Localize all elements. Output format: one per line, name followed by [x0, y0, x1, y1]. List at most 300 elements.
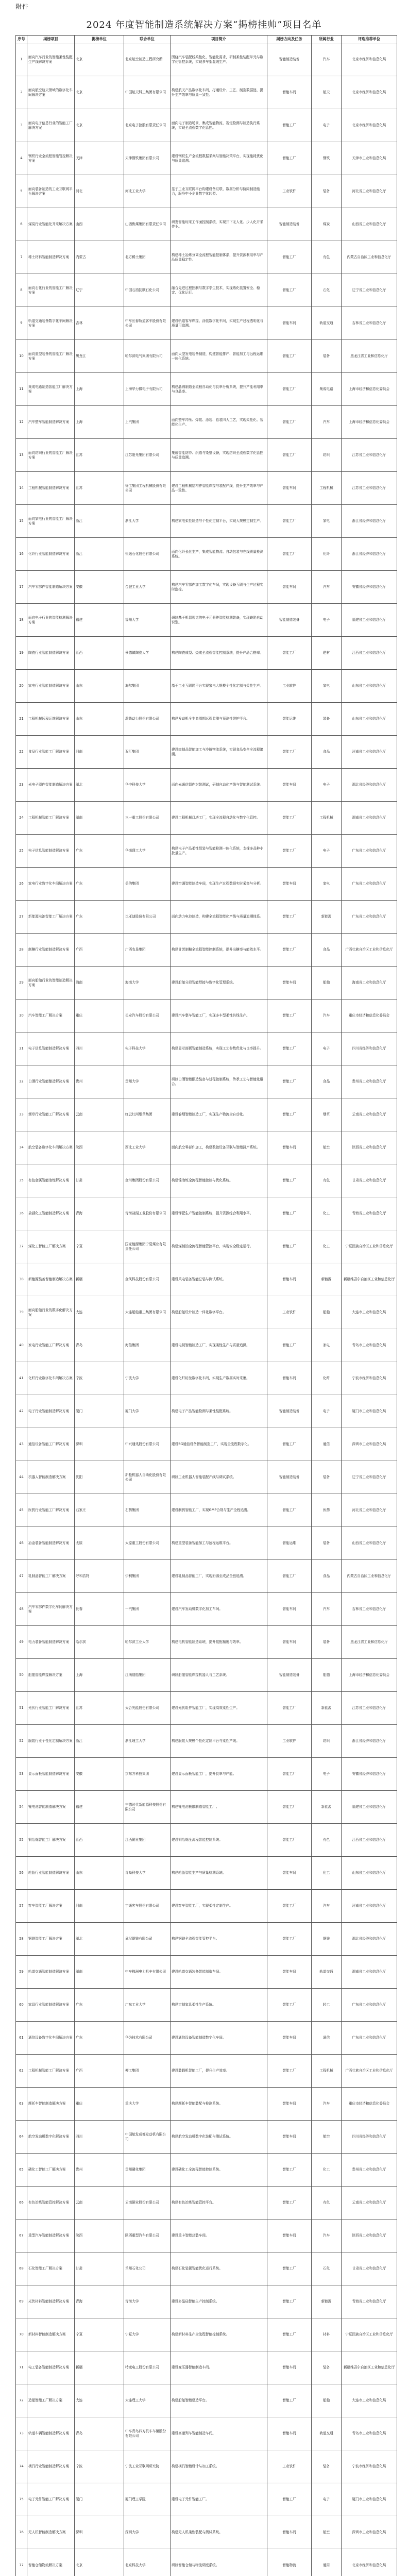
cell-project: 光伏材料智能制造解决方案 — [27, 2285, 75, 2318]
cell-index: 6 — [16, 208, 27, 241]
cell-unit: 广东 — [75, 2022, 124, 2055]
cell-project: 工程机械智能制造解决方案 — [27, 472, 75, 505]
cell-industry: 船舶 — [312, 967, 342, 999]
table-row — [16, 1329, 397, 1362]
cell-description: 面向化纤长丝生产，集成智能物流、自动包装与在线质量检测系统。 — [171, 538, 267, 571]
cell-task: 智能车间 — [267, 1362, 312, 1395]
cell-unit: 天津 — [75, 142, 124, 175]
cell-unit: 宁波 — [75, 1362, 124, 1395]
cell-task: 智能工厂 — [267, 1164, 312, 1197]
cell-task: 智能车间 — [267, 868, 312, 901]
cell-description: 建设5G通信设备智能制造工厂，实现全流程数字化。 — [171, 1428, 267, 1461]
table-row — [16, 2384, 397, 2417]
cell-unit: 北京 — [75, 109, 124, 142]
cell-project: 通信设备智能工厂解决方案 — [27, 1428, 75, 1461]
table-row — [16, 2088, 397, 2121]
cell-project: 面向船舶行业的数字化解决方案 — [27, 1296, 75, 1329]
cell-task: 智能工厂 — [267, 736, 312, 769]
cell-unit: 内蒙古 — [75, 241, 124, 274]
cell-project: 医药行业智能工厂解决方案 — [27, 1494, 75, 1527]
cell-unit: 青海 — [75, 2285, 124, 2318]
cell-task: 智能制造装备 — [267, 208, 312, 241]
cell-project: 面向汽车行业的智能柔性装配生产线解决方案 — [27, 43, 75, 76]
cell-unit: 江西 — [75, 637, 124, 670]
cell-industry: 有色 — [312, 241, 342, 274]
cell-description: 建设乳制品智能工厂，实现奶源至成品全链追溯。 — [171, 1560, 267, 1593]
cell-recommender: 湖北省经济和信息化厅 — [342, 769, 397, 802]
cell-task: 智能工厂 — [267, 2055, 312, 2088]
column-header-project: 揭榜项目 — [27, 36, 75, 43]
cell-unit: 安徽 — [75, 1758, 124, 1791]
cell-task: 工业软件 — [267, 670, 312, 703]
cell-industry: 装备 — [312, 1626, 342, 1659]
cell-description: 建设显示面板智能工厂，提升良率与产能。 — [171, 1758, 267, 1791]
cell-index: 28 — [16, 934, 27, 967]
table-row — [16, 571, 397, 604]
cell-partner: 红云红河烟草集团 — [124, 1098, 171, 1131]
cell-project: 摩托车智能制造解决方案 — [27, 2088, 75, 2121]
cell-industry: 石化 — [312, 274, 342, 307]
cell-recommender: 宁夏回族自治区工业和信息化厅 — [342, 2318, 397, 2351]
cell-task: 智能车间 — [267, 2088, 312, 2121]
cell-recommender: 内蒙古自治区工业和信息化厅 — [342, 241, 397, 274]
cell-index: 51 — [16, 1692, 27, 1725]
cell-task: 工业软件 — [267, 1725, 312, 1758]
cell-index: 59 — [16, 1956, 27, 1989]
cell-project: 稀土材料智能制造解决方案 — [27, 241, 75, 274]
cell-recommender: 江苏省工业和信息化厅 — [342, 439, 397, 472]
cell-index: 30 — [16, 999, 27, 1032]
cell-index: 53 — [16, 1758, 27, 1791]
cell-index: 8 — [16, 274, 27, 307]
cell-recommender: 黑龙江省工业和信息化厅 — [342, 1626, 397, 1659]
cell-recommender: 吉林省工业和信息化厅 — [342, 307, 397, 340]
cell-unit: 黑龙江 — [75, 340, 124, 373]
cell-partner: 广东工业大学 — [124, 1989, 171, 2022]
column-header-unit: 揭榜单位 — [75, 36, 124, 43]
cell-project: 煤炭行业智能化开采解决方案 — [27, 208, 75, 241]
cell-description: 构建显示面板智能制造系统，实现工艺参数优化与良率提升。 — [171, 1032, 267, 1065]
cell-project: 显示面板智能制造解决方案 — [27, 1758, 75, 1791]
cell-task: 智能工厂 — [267, 1197, 312, 1230]
cell-unit: 广西 — [75, 2055, 124, 2088]
cell-industry: 通信 — [312, 2022, 342, 2055]
cell-industry: 汽车 — [312, 406, 342, 439]
cell-industry: 新能源 — [312, 1791, 342, 1824]
table-row — [16, 2285, 397, 2318]
cell-partner: 海南大学 — [124, 967, 171, 999]
cell-industry: 烟草 — [312, 1098, 342, 1131]
cell-recommender: 山西省工业和信息化厅 — [342, 208, 397, 241]
cell-index: 34 — [16, 1131, 27, 1164]
cell-industry: 航空 — [312, 1131, 342, 1164]
cell-project: 家电行业智能制造解决方案 — [27, 670, 75, 703]
cell-index: 26 — [16, 868, 27, 901]
cell-project: 盐湖化工智能制造解决方案 — [27, 1197, 75, 1230]
cell-industry: 通用 — [312, 2549, 342, 2576]
cell-project: 航空装备数字化车间解决方案 — [27, 1131, 75, 1164]
cell-description: 构建汽车零部件加工数字化车间，实现设备互联与生产过程实时监控。 — [171, 571, 267, 604]
cell-description: 集成智能纺纱、织造与染整设备，实现纺织全流程数字化管控与质量追溯。 — [171, 439, 267, 472]
cell-description: 研制基于机器视觉的电子元器件智能检测装备，实现缺陷自动识别。 — [171, 604, 267, 637]
cell-unit: 山东 — [75, 1857, 124, 1890]
cell-index: 63 — [16, 2088, 27, 2121]
table-row — [16, 1032, 397, 1065]
cell-index: 3 — [16, 109, 27, 142]
cell-industry: 电子 — [312, 1032, 342, 1065]
cell-project: 电力装备智能制造解决方案 — [27, 1626, 75, 1659]
cell-project: 工程机械远程运维解决方案 — [27, 703, 75, 736]
cell-recommender: 广东省工业和信息化厅 — [342, 901, 397, 934]
column-header-partner: 联合单位 — [124, 36, 171, 43]
cell-partner: 中车长春轨道客车股份有限公司 — [124, 307, 171, 340]
cell-recommender: 厦门市工业和信息化局 — [342, 1395, 397, 1428]
cell-industry: 材料 — [312, 2318, 342, 2351]
cell-project: 制糖行业智能制造解决方案 — [27, 934, 75, 967]
cell-index: 46 — [16, 1527, 27, 1560]
cell-partner: 三一重工股份有限公司 — [124, 802, 171, 835]
cell-index: 70 — [16, 2318, 27, 2351]
table-header-row — [16, 36, 397, 43]
cell-task: 智能工厂 — [267, 340, 312, 373]
cell-industry: 工程机械 — [312, 802, 342, 835]
cell-project: 化纤行业数字化车间解决方案 — [27, 1362, 75, 1395]
cell-recommender: 宁夏回族自治区工业和信息化厅 — [342, 1230, 397, 1263]
cell-unit: 深圳 — [75, 2516, 124, 2549]
cell-description: 建设电视智能制造工厂，实现柔性生产与质量追溯。 — [171, 1329, 267, 1362]
cell-index: 24 — [16, 802, 27, 835]
table-row — [16, 307, 397, 340]
table-row — [16, 1461, 397, 1494]
table-row — [16, 1296, 397, 1329]
cell-project: 面向家电行业的智能工厂解决方案 — [27, 505, 75, 538]
cell-index: 73 — [16, 2417, 27, 2450]
cell-unit: 厦门 — [75, 1395, 124, 1428]
cell-unit: 河南 — [75, 736, 124, 769]
cell-unit: 吉林 — [75, 307, 124, 340]
cell-partner: 福州大学 — [124, 604, 171, 637]
cell-partner: 中国航发成都发动机有限公司 — [124, 2121, 171, 2154]
cell-task: 智能车间 — [267, 1593, 312, 1626]
cell-recommender: 厦门市工业和信息化局 — [342, 2483, 397, 2516]
cell-industry: 化工 — [312, 1857, 342, 1890]
cell-recommender: 湖南省工业和信息化厅 — [342, 1956, 397, 1989]
cell-task: 智能工厂 — [267, 1098, 312, 1131]
cell-task: 智能工厂 — [267, 2483, 312, 2516]
cell-project: 轨道交通装备数字化车间解决方案 — [27, 307, 75, 340]
cell-description: 建设汽车发动机数字化加工车间。 — [171, 1593, 267, 1626]
cell-project: 面向装备制造的工业互联网平台解决方案 — [27, 175, 75, 208]
cell-task: 智能车间 — [267, 967, 312, 999]
cell-partner: 浙江理工大学 — [124, 1725, 171, 1758]
cell-project: 光电子器件智能制造解决方案 — [27, 769, 75, 802]
cell-index: 20 — [16, 670, 27, 703]
table-row — [16, 439, 397, 472]
cell-task: 智能车间 — [267, 769, 312, 802]
cell-project: 智能仓储物流解决方案 — [27, 2549, 75, 2576]
cell-project: 新能源装备智能制造解决方案 — [27, 1263, 75, 1296]
cell-partner: 上海华力微电子有限公司 — [124, 373, 171, 406]
table-row — [16, 2055, 397, 2088]
cell-unit: 山东 — [75, 703, 124, 736]
cell-partner: 江西铜业集团 — [124, 1824, 171, 1857]
cell-recommender: 上海市经济和信息化委员会 — [342, 1659, 397, 1692]
cell-industry: 化工 — [312, 2154, 342, 2187]
cell-task: 智能工厂 — [267, 2187, 312, 2219]
cell-recommender: 湖北省经济和信息化厅 — [342, 1923, 397, 1956]
cell-recommender: 福建省工业和信息化厅 — [342, 1791, 397, 1824]
cell-industry: 化纤 — [312, 538, 342, 571]
cell-description: 面向动力电池制造，构建全流程智能化产线与质量追溯体系。 — [171, 901, 267, 934]
table-row — [16, 2187, 397, 2219]
cell-index: 39 — [16, 1296, 27, 1329]
cell-description: 建设轨道交通装备智能制造车间。 — [171, 1956, 267, 1989]
cell-partner: 金风科技股份有限公司 — [124, 1263, 171, 1296]
cell-index: 11 — [16, 373, 27, 406]
table-row — [16, 1362, 397, 1395]
cell-industry: 装备 — [312, 175, 342, 208]
cell-project: 造船智能工厂解决方案 — [27, 2384, 75, 2417]
cell-partner: 恒逸石化股份有限公司 — [124, 538, 171, 571]
cell-recommender: 四川省经济和信息化厅 — [342, 2121, 397, 2154]
cell-project: 光伏行业智能工厂解决方案 — [27, 1692, 75, 1725]
cell-project: 面向电子行业的智能检测解决方案 — [27, 604, 75, 637]
cell-partner: 大连船舶重工集团有限公司 — [124, 1296, 171, 1329]
cell-partner: 潍柴动力股份有限公司 — [124, 703, 171, 736]
cell-task: 智能工厂 — [267, 2154, 312, 2187]
cell-description: 建设空调智能制造车间，实现生产过程数据实时采集与分析。 — [171, 868, 267, 901]
cell-task: 智能工厂 — [267, 1890, 312, 1923]
table-row — [16, 1989, 397, 2022]
cell-partner: 厦门大学 — [124, 1395, 171, 1428]
cell-index: 31 — [16, 1032, 27, 1065]
cell-unit: 贵州 — [75, 1065, 124, 1098]
cell-partner: 比亚迪股份有限公司 — [124, 901, 171, 934]
cell-description: 构建航空发动机数字化装配与测试系统。 — [171, 2121, 267, 2154]
cell-index: 48 — [16, 1593, 27, 1626]
document-title: 2024 年度智能制造系统解决方案“揭榜挂帅”项目名单 — [86, 20, 322, 30]
cell-description: 构建稀土冶炼分离全流程智能控制体系，提升资源利用率与产品质量稳定性。 — [171, 241, 267, 274]
cell-description: 研制白酒智能酿造装备与过程控制系统，传承工艺与智能化融合。 — [171, 1065, 267, 1098]
cell-index: 35 — [16, 1164, 27, 1197]
cell-project: 有色金属智能冶炼解决方案 — [27, 1164, 75, 1197]
cell-unit: 四川 — [75, 1032, 124, 1065]
cell-index: 72 — [16, 2384, 27, 2417]
cell-industry: 有色 — [312, 2187, 342, 2219]
cell-unit: 湖北 — [75, 769, 124, 802]
cell-project: 电子信息智能制造解决方案 — [27, 835, 75, 868]
cell-project: 陶瓷行业智能制造解决方案 — [27, 637, 75, 670]
table-row — [16, 1923, 397, 1956]
cell-industry: 纺织 — [312, 1725, 342, 1758]
cell-partner: 双汇集团 — [124, 736, 171, 769]
cell-unit: 新疆 — [75, 1263, 124, 1296]
cell-recommender: 广东省工业和信息化厅 — [342, 1989, 397, 2022]
cell-project: 汽车零部件智能制造解决方案 — [27, 571, 75, 604]
table-row — [16, 43, 397, 76]
cell-description: 建设客车智能工厂，实现柔性定制生产。 — [171, 1890, 267, 1923]
cell-project: 轨道车辆智能制造解决方案 — [27, 2417, 75, 2450]
cell-index: 60 — [16, 1989, 27, 2022]
cell-partner: 伊利集团 — [124, 1560, 171, 1593]
cell-partner: 特变电工股份有限公司 — [124, 2351, 171, 2384]
cell-index: 66 — [16, 2187, 27, 2219]
cell-project: 乳制品智能工厂解决方案 — [27, 1560, 75, 1593]
cell-task: 智能工厂 — [267, 1824, 312, 1857]
column-header-task: 揭榜方向及任务 — [267, 36, 312, 43]
cell-task: 智能工厂 — [267, 1923, 312, 1956]
cell-recommender: 福建省工业和信息化厅 — [342, 604, 397, 637]
cell-recommender: 新疆维吾尔自治区工业和信息化厅 — [342, 1263, 397, 1296]
cell-recommender: 云南省工业和信息化厅 — [342, 2187, 397, 2219]
cell-project: 模具行业智能制造解决方案 — [27, 2450, 75, 2483]
cell-recommender: 青岛市工业和信息化局 — [342, 2417, 397, 2450]
cell-project: 新能源电池智能工厂解决方案 — [27, 901, 75, 934]
table-row — [16, 2351, 397, 2384]
cell-recommender: 江苏省工业和信息化厅 — [342, 1692, 397, 1725]
cell-task: 智能工厂 — [267, 373, 312, 406]
cell-project: 白酒行业智能酿造解决方案 — [27, 1065, 75, 1098]
column-header-index: 序号 — [16, 36, 27, 43]
cell-recommender: 江西省工业和信息化厅 — [342, 1824, 397, 1857]
cell-project: 汽车智能工厂解决方案 — [27, 999, 75, 1032]
cell-recommender: 辽宁省工业和信息化厅 — [342, 274, 397, 307]
cell-industry: 装备 — [312, 2351, 342, 2384]
cell-partner: 柳工集团 — [124, 2055, 171, 2088]
cell-description: 建设卷烟智能制造工厂，实现生产物流全自动化。 — [171, 1098, 267, 1131]
cell-description: 建设钢铁生产全流程数据采集与智能决策平台，实现能耗优化与质量追溯。 — [171, 142, 267, 175]
cell-task: 智能工厂 — [267, 999, 312, 1032]
cell-unit: 陕西 — [75, 1131, 124, 1164]
cell-description: 建设磷化工全流程智能控制系统。 — [171, 2154, 267, 2187]
cell-description: 构建轮胎智能生产与质量检测系统。 — [171, 1857, 267, 1890]
cell-partner: 贵州大学 — [124, 1065, 171, 1098]
cell-index: 49 — [16, 1626, 27, 1659]
table-row — [16, 2219, 397, 2252]
cell-task: 工业软件 — [267, 175, 312, 208]
cell-index: 10 — [16, 340, 27, 373]
cell-task: 智能工厂 — [267, 1329, 312, 1362]
cell-industry: 钢铁 — [312, 142, 342, 175]
table-row — [16, 1395, 397, 1428]
cell-task: 智能车间 — [267, 1263, 312, 1296]
table-row — [16, 406, 397, 439]
cell-unit: 长春 — [75, 1593, 124, 1626]
cell-industry: 建材 — [312, 637, 342, 670]
cell-description: 构建陶瓷成型、烧成全流程智能控制系统，提升产品合格率。 — [171, 637, 267, 670]
cell-task: 工业软件 — [267, 2450, 312, 2483]
cell-task: 智能工厂 — [267, 2252, 312, 2285]
cell-industry: 食品 — [312, 1065, 342, 1098]
cell-unit: 陕西 — [75, 2219, 124, 2252]
cell-unit: 北京 — [75, 76, 124, 109]
cell-task: 智能车间 — [267, 1626, 312, 1659]
cell-industry: 汽车 — [312, 2088, 342, 2121]
cell-recommender: 贵州省工业和信息化厅 — [342, 1065, 397, 1098]
cell-index: 1 — [16, 43, 27, 76]
cell-industry: 家电 — [312, 1329, 342, 1362]
table-row — [16, 1725, 397, 1758]
cell-task: 智能工厂 — [267, 1230, 312, 1263]
table-row — [16, 835, 397, 868]
cell-recommender: 青岛市工业和信息化局 — [342, 1329, 397, 1362]
cell-index: 12 — [16, 406, 27, 439]
cell-project: 面向重型装备的智能工厂解决方案 — [27, 340, 75, 373]
cell-description: 研制工业机器人智能装配产线与调试系统。 — [171, 1461, 267, 1494]
cell-recommender: 海南省工业和信息化厅 — [342, 967, 397, 999]
table-row — [16, 1164, 397, 1197]
table-row — [16, 736, 397, 769]
cell-industry: 电子 — [312, 109, 342, 142]
cell-recommender: 河南省工业和信息化厅 — [342, 736, 397, 769]
cell-task: 智能工厂 — [267, 142, 312, 175]
cell-description: 建设轨道客车焊接、涂装数字化车间，实现生产过程透明化与质量可追溯。 — [171, 307, 267, 340]
cell-unit: 海南 — [75, 967, 124, 999]
cell-industry: 汽车 — [312, 2219, 342, 2252]
table-row — [16, 76, 397, 109]
cell-recommender: 上海市经济和信息化委员会 — [342, 406, 397, 439]
table-row — [16, 1626, 397, 1659]
cell-recommender: 深圳市工业和信息化局 — [342, 2516, 397, 2549]
cell-description: 构建石化装置智能优化运行系统。 — [171, 2252, 267, 2285]
cell-unit: 重庆 — [75, 2088, 124, 2121]
cell-unit: 江苏 — [75, 1692, 124, 1725]
table-row — [16, 1098, 397, 1131]
cell-recommender: 山西省工业和信息化厅 — [342, 1527, 397, 1560]
cell-partner: 华南理工大学 — [124, 835, 171, 868]
cell-index: 69 — [16, 2285, 27, 2318]
cell-industry: 电子 — [312, 604, 342, 637]
cell-index: 40 — [16, 1329, 27, 1362]
table-row — [16, 1230, 397, 1263]
cell-description: 构建电机智能制造系统，提升装配精度与效率。 — [171, 1626, 267, 1659]
cell-index: 14 — [16, 472, 27, 505]
cell-recommender: 江苏省工业和信息化厅 — [342, 472, 397, 505]
cell-partner: 上汽集团 — [124, 406, 171, 439]
cell-industry: 电子 — [312, 2483, 342, 2516]
cell-industry: 装备 — [312, 703, 342, 736]
cell-partner: 深圳大学 — [124, 2516, 171, 2549]
table-row — [16, 2549, 397, 2576]
cell-task: 智能运维 — [267, 1527, 312, 1560]
cell-industry: 纺织 — [312, 439, 342, 472]
cell-partner: 宁德时代新能源科技股份有限公司 — [124, 1791, 171, 1824]
cell-index: 62 — [16, 2055, 27, 2088]
table-row — [16, 999, 397, 1032]
table-row — [16, 769, 397, 802]
table-row — [16, 2154, 397, 2187]
cell-partner: 河北工业大学 — [124, 175, 171, 208]
cell-project: 客车智能工厂解决方案 — [27, 1890, 75, 1923]
cell-partner: 哈尔滨工业大学 — [124, 1626, 171, 1659]
cell-task: 智能制造装备 — [267, 43, 312, 76]
table-row — [16, 175, 397, 208]
cell-industry: 轨道交通 — [312, 2417, 342, 2450]
cell-partner: 中国石油抚顺石化公司 — [124, 274, 171, 307]
cell-industry: 家电 — [312, 670, 342, 703]
cell-industry: 汽车 — [312, 43, 342, 76]
cell-partner: 广西农垦集团 — [124, 934, 171, 967]
cell-recommender: 浙江省经济和信息化厅 — [342, 1725, 397, 1758]
table-row — [16, 934, 397, 967]
cell-industry: 船舶 — [312, 1296, 342, 1329]
cell-description: 建设铜冶炼全流程智能控制系统。 — [171, 1824, 267, 1857]
cell-task: 智能工厂 — [267, 505, 312, 538]
table-row — [16, 1494, 397, 1527]
cell-description: 构建模具智能设计与加工系统。 — [171, 2450, 267, 2483]
cell-description: 构建有色冶炼智能管控平台。 — [171, 2187, 267, 2219]
cell-unit: 湖南 — [75, 802, 124, 835]
